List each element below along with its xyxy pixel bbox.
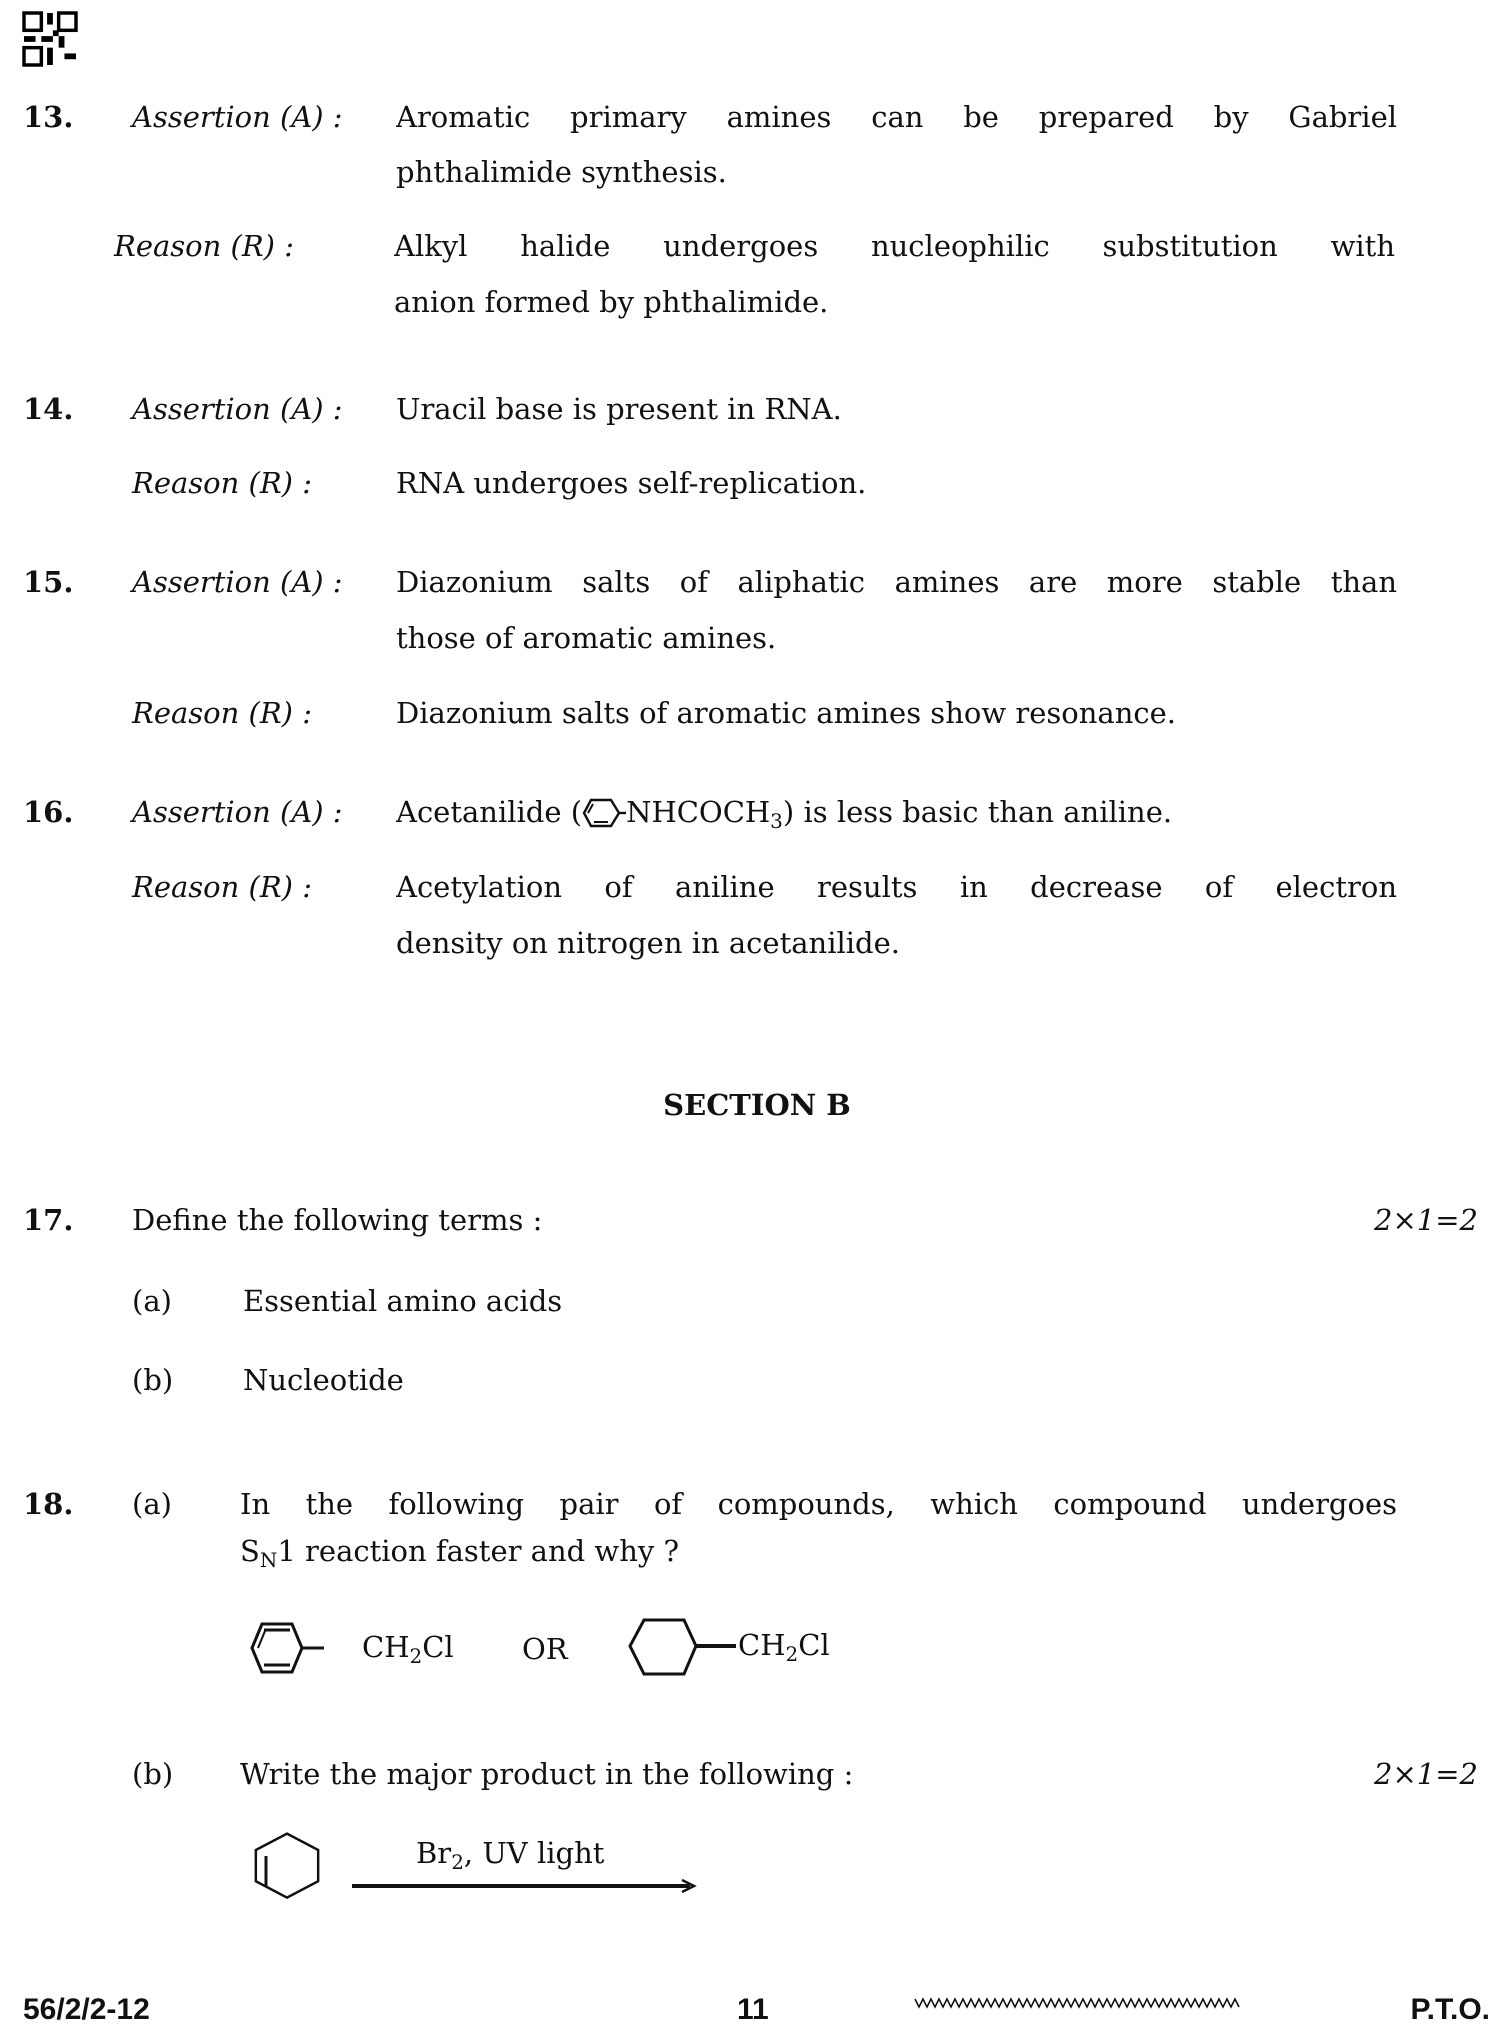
question-number: 14. (23, 392, 74, 426)
marks: 2×1=2 (1374, 1757, 1478, 1791)
benzene-ring-icon (246, 1622, 326, 1674)
question-number: 16. (23, 795, 74, 829)
wavy-line-icon (915, 1996, 1240, 2010)
subscript: 3 (770, 809, 783, 833)
question-number: 18. (23, 1487, 74, 1521)
paper-code: 56/2/2-12 (23, 1993, 150, 2026)
question-rest: 1 reaction faster and why ? (277, 1534, 680, 1568)
cyclohexene-ring-icon (246, 1832, 326, 1914)
question-text: Write the major product in the following : (240, 1757, 854, 1791)
assertion-label: Assertion (A) : (132, 392, 343, 426)
assertion-text: those of aromatic amines. (396, 621, 777, 655)
reason-text: density on nitrogen in acetanilide. (396, 926, 900, 960)
reason-label: Reason (R) : (132, 696, 312, 730)
option-text: Essential amino acids (243, 1284, 563, 1318)
reason-label: Reason (R) : (132, 466, 312, 500)
reason-text: Alkyl halide undergoes nucleophilic substitution with (394, 229, 1395, 263)
assertion-text: Uracil base is present in RNA. (396, 392, 842, 426)
reason-label: Reason (R) : (132, 870, 312, 904)
assertion-text: Aromatic primary amines can be prepared by Gabriel (396, 100, 1397, 134)
option-label: (a) (132, 1284, 172, 1318)
section-title: SECTION B (663, 1088, 851, 1122)
assertion-label: Assertion (A) : (132, 795, 343, 829)
assertion-label: Assertion (A) : (132, 565, 343, 599)
or-text: OR (522, 1632, 568, 1666)
assertion-text (396, 795, 1173, 833)
page-number: 11 (737, 1993, 769, 2026)
marks: 2×1=2 (1374, 1203, 1478, 1237)
reason-text: Diazonium salts of aromatic amines show resonance. (396, 696, 1176, 730)
question-number: 15. (23, 565, 74, 599)
reason-text: RNA undergoes self-replication. (396, 466, 867, 500)
question-number: 13. (23, 100, 74, 134)
question-number: 17. (23, 1203, 74, 1237)
question-text: Define the following terms : (132, 1203, 543, 1237)
assertion-text: Diazonium salts of aliphatic amines are more stable than (396, 565, 1397, 599)
benzene-ring-icon (582, 798, 626, 828)
assertion-label: Assertion (A) : (132, 100, 343, 134)
question-text (240, 1534, 680, 1572)
reason-text: anion formed by phthalimide. (394, 285, 829, 319)
acetanilide-name: Acetanilide ( (396, 795, 583, 829)
option-label: (a) (132, 1487, 172, 1521)
formula-ch2cl: $CH_2Cl$ (738, 1628, 830, 1666)
assertion-text: phthalimide synthesis. (396, 155, 727, 189)
reagent-label: $Br_2$, UV light (416, 1836, 605, 1874)
pto-label: P.T.O. (1410, 1993, 1490, 2026)
assertion-rest: ) is less basic than aniline. (782, 795, 1173, 829)
formula-ch2cl: $CH_2Cl$ (362, 1630, 454, 1668)
option-label: (b) (132, 1363, 174, 1397)
sn-s: S (240, 1534, 260, 1568)
question-text: In the following pair of compounds, which compound undergoes (240, 1487, 1397, 1521)
cyclohexane-ring-icon (626, 1618, 736, 1676)
reason-text: Acetylation of aniline results in decrease of electron (396, 870, 1397, 904)
reaction-arrow-icon (352, 1878, 697, 1894)
option-text: Nucleotide (243, 1363, 404, 1397)
formula: NHCOCH (626, 795, 771, 829)
reason-label: Reason (R) : (114, 229, 294, 263)
option-label: (b) (132, 1757, 174, 1791)
qr-code-icon (23, 13, 77, 65)
sn-n: N (259, 1548, 278, 1572)
